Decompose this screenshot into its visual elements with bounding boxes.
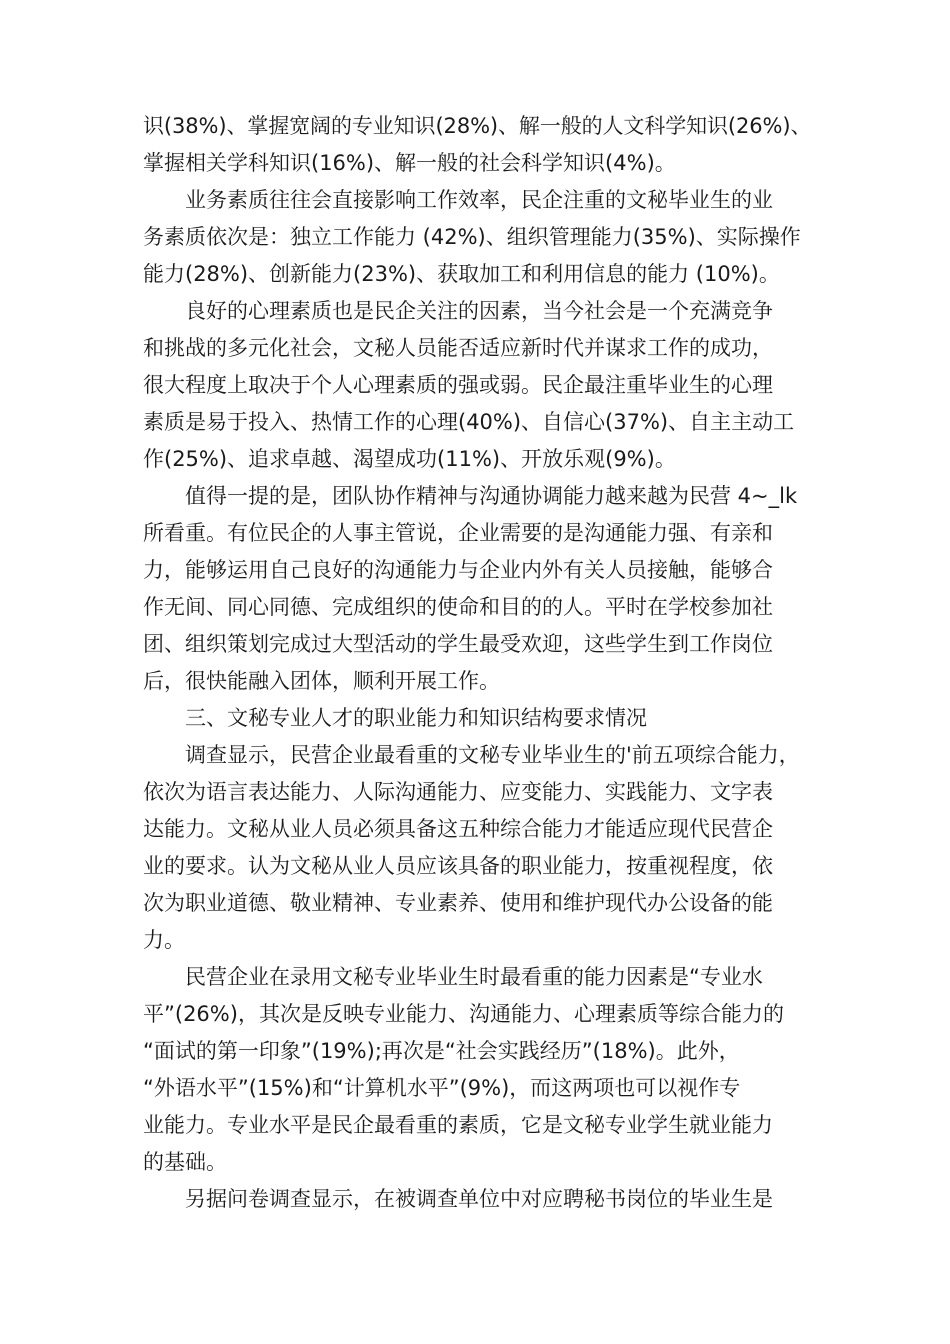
text-line: 掌握相关学科知识(16%)、解一般的社会科学知识(4%)。 (143, 151, 676, 175)
text-line: 另据问卷调查显示，在被调查单位中对应聘秘书岗位的毕业生是 (185, 1187, 773, 1211)
text-line: 三、文秘专业人才的职业能力和知识结构要求情况 (185, 706, 647, 730)
text-line: 所看重。有位民企的人事主管说，企业需要的是沟通能力强、有亲和 (143, 521, 773, 545)
text-line: 业务素质往往会直接影响工作效率，民企注重的文秘毕业生的业 (185, 188, 773, 212)
text-line: 和挑战的多元化社会，文秘人员能否适应新时代并谋求工作的成功， (143, 336, 773, 360)
text-line: 依次为语言表达能力、人际沟通能力、应变能力、实践能力、文字表 (143, 780, 773, 804)
text-line: 调查显示，民营企业最看重的文秘专业毕业生的'前五项综合能力， (185, 743, 800, 767)
text-line: 很大程度上取决于个人心理素质的强或弱。民企最注重毕业生的心理 (143, 373, 773, 397)
text-line: 业能力。专业水平是民企最看重的素质，它是文秘专业学生就业能力 (143, 1113, 773, 1137)
text-line: 的基础。 (143, 1150, 227, 1174)
text-line: 力，能够运用自己良好的沟通能力与企业内外有关人员接触，能够合 (143, 558, 773, 582)
text-line: 团、组织策划完成过大型活动的学生最受欢迎，这些学生到工作岗位 (143, 632, 773, 656)
text-line: 作无间、同心同德、完成组织的使命和目的的人。平时在学校参加社 (143, 595, 773, 619)
text-line: 值得一提的是，团队协作精神与沟通协调能力越来越为民营 4~_lk (185, 484, 798, 508)
text-line: 民营企业在录用文秘专业毕业生时最看重的能力因素是“专业水 (185, 965, 763, 989)
document-body (143, 108, 813, 1218)
text-line: 后，很快能融入团体，顺利开展工作。 (143, 669, 500, 693)
text-line: 业的要求。认为文秘从业人员应该具备的职业能力，按重视程度，依 (143, 854, 773, 878)
text-line: 达能力。文秘从业人员必须具备这五种综合能力才能适应现代民营企 (143, 817, 773, 841)
text-line: “面试的第一印象”(19%);再次是“社会实践经历”(18%)。此外， (143, 1039, 740, 1063)
text-line: 务素质依次是：独立工作能力 (42%)、组织管理能力(35%)、实际操作 (143, 225, 801, 249)
text-line: 良好的心理素质也是民企关注的因素，当今社会是一个充满竞争 (185, 299, 773, 323)
text-line: 力。 (143, 928, 185, 952)
text-line: 能力(28%)、创新能力(23%)、获取加工和利用信息的能力 (10%)。 (143, 262, 780, 286)
text-line: 平”(26%)，其次是反映专业能力、沟通能力、心理素质等综合能力的 (143, 1002, 784, 1026)
text-line: 次为职业道德、敬业精神、专业素养、使用和维护现代办公设备的能 (143, 891, 773, 915)
text-line: 作(25%)、追求卓越、渴望成功(11%)、开放乐观(9%)。 (143, 447, 676, 471)
text-line: 素质是易于投入、热情工作的心理(40%)、自信心(37%)、自主主动工 (143, 410, 795, 434)
text-line: “外语水平”(15%)和“计算机水平”(9%)，而这两项也可以视作专 (143, 1076, 741, 1100)
text-line: 识(38%)、掌握宽阔的专业知识(28%)、解一般的人文科学知识(26%)、 (143, 114, 812, 138)
